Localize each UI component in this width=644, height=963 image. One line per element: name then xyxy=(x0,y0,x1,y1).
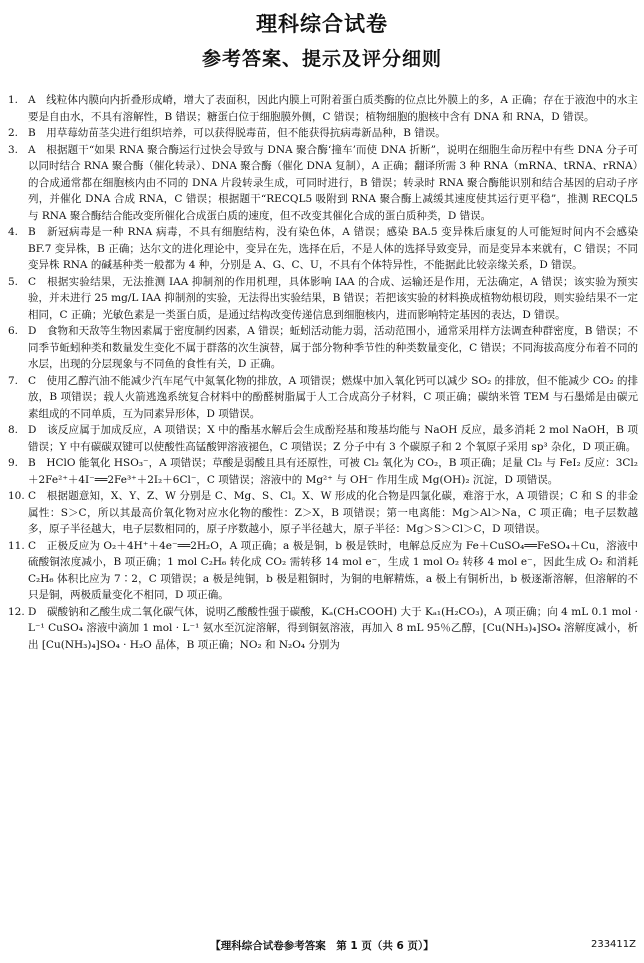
answer-item xyxy=(8,422,638,455)
answer-item xyxy=(8,224,638,274)
answer-item xyxy=(8,538,638,604)
item-number: 5. xyxy=(8,275,19,288)
item-answer: D xyxy=(28,325,37,337)
item-text xyxy=(28,422,638,455)
item-explanation: 新冠病毒是一种 RNA 病毒，不具有细胞结构，没有染色体，A 错误；感染 BA.5 变异株后康复的人可能短时间内不会感染 BF.7 变异株，B 正确；达尔文的进化理论中，变异在先，选择在后，不是人体的选择导致变异，而是变异本来就有，C 错误；不同变异株 RNA 的碱基种类一般都为 4 种，分别是 A、G、C、U，不具有个体特异性，不能据此比较亲缘关系，D 错误。 xyxy=(28,226,638,271)
item-text xyxy=(28,142,638,225)
item-number: 8. xyxy=(8,424,19,436)
item-explanation: HClO 能氧化 HSO₃⁻，A 项错误；草酸是弱酸且具有还原性，可被 Cl₂ 氧化为 CO₂，B 项正确；足量 Cl₂ 与 FeI₂ 反应：3Cl₂＋2Fe²⁺＋4I⁻══2Fe³⁺＋2I₂＋6Cl⁻，C 项错误；溶液中的 Mg²⁺ 与 OH⁻ 作用生成 Mg(OH)₂ 沉淀，D 项错误。 xyxy=(28,457,638,486)
item-number: 12. xyxy=(8,605,25,618)
answer-item xyxy=(8,604,638,654)
answer-item xyxy=(8,373,638,423)
item-number: 11. xyxy=(8,539,25,552)
item-text xyxy=(28,274,638,324)
answer-list xyxy=(8,92,638,653)
item-text xyxy=(28,125,638,142)
item-explanation: 食物和天敌等生物因素属于密度制约因素，A 错误；蚯蚓活动能力弱，活动范围小，通常采用样方法调查种群密度，B 错误；不同季节蚯蚓种类和数量发生变化不属于群落的次生演替，属于部分物种季节性的种类数量变化，C 错误；不同海拔高度分布着不同的水层，出现的分层现象与不同鱼的食性有关，D 正确。 xyxy=(28,325,638,370)
item-explanation: 该反应属于加成反应，A 项错误；X 中的酯基水解后会生成酚羟基和羧基均能与 NaOH 反应，最多消耗 2 mol NaOH，B 项错误；Y 中有碳碳双键可以使酸性高锰酸钾溶液褪色，C 项错误；Z 分子中有 3 个碳原子和 2 个氧原子采用 sp³ 杂化，D 项正确。 xyxy=(28,424,639,453)
item-explanation: 碳酸钠和乙酸生成二氧化碳气体，说明乙酸酸性强于碳酸，Kₐ(CH₃COOH) 大于 Kₐ₁(H₂CO₃)，A 项正确；向 4 mL 0.1 mol · L⁻¹ CuSO₄ 溶液中滴加 1 mol · L⁻¹ 氨水至沉淀溶解，得到铜氨溶液，再加入 8 mL 95％乙醇，[Cu(NH₃)₄]SO₄ 溶解度减小，析出 [Cu(NH₃)₄]SO₄ · H₂O 晶体，B 项正确；NO₂ 和 N₂O₄ 分别为 xyxy=(28,605,638,651)
item-text xyxy=(28,604,638,654)
item-text xyxy=(28,224,638,274)
item-text xyxy=(28,92,638,125)
page-footer: 【理科综合试卷参考答案 第 1 页（共 6 页）】 xyxy=(210,940,434,952)
item-answer: C xyxy=(28,275,37,288)
item-number: 6. xyxy=(8,325,19,337)
item-explanation: 根据实验结果，无法推测 IAA 抑制剂的作用机理，具体影响 IAA 的合成、运输还是作用，无法确定，A 错误；该实验为预实验，并未进行 25 mg/L IAA 抑制剂的实验，无法得出实验结果，B 错误；若把该实验的材料换成植物幼根切段，则实验结果不一定相同，C 正确；光敏色素是一类蛋白质，是通过结构改变传递信息到细胞核内，进而影响特定基因的表达，D 错误。 xyxy=(28,275,638,321)
item-answer: C xyxy=(28,490,37,502)
page-title: 理科综合试卷 xyxy=(256,12,388,36)
item-answer: B xyxy=(28,226,36,238)
answer-item xyxy=(8,455,638,488)
item-number: 7. xyxy=(8,374,19,387)
item-explanation: 根据题意知，X、Y、Z、W 分别是 C、Mg、S、Cl。X、W 形成的化合物是四氯化碳，难溶于水，A 项错误；C 和 S 的非金属性：S＞C，所以其最高价氧化物对应水化物的酸性：Z＞X，B 项错误；第一电离能：Mg＞Al＞Na，C 项正确；电子层数越多，原子半径越大，电子层数相同的，原子序数越小，原子半径越大，原子半径：Mg＞S＞Cl＞C，D 项错误。 xyxy=(28,490,639,535)
item-number: 2. xyxy=(8,127,19,139)
item-number: 10. xyxy=(8,490,25,502)
item-answer: B xyxy=(28,457,36,469)
item-number: 3. xyxy=(8,143,19,156)
item-number: 4. xyxy=(8,226,19,238)
item-answer: C xyxy=(28,539,37,552)
item-number: 1. xyxy=(8,94,19,106)
answer-item xyxy=(8,142,638,225)
item-explanation: 用草莓幼苗茎尖进行组织培养，可以获得脱毒苗，但不能获得抗病毒新品种，B 错误。 xyxy=(46,127,446,139)
answer-item xyxy=(8,488,638,538)
item-text xyxy=(28,455,638,488)
item-explanation: 根据题干“如果 RNA 聚合酶运行过快会导致与 DNA 聚合酶‘撞车’而使 DNA 折断”，说明在细胞生命历程中有些 DNA 分子可以同时结合 RNA 聚合酶（催化转录）、DNA 聚合酶（催化 DNA 复制），A 正确；翻译所需 3 种 RNA（mRNA、tRNA、rRNA）的合成通常都在细胞核内由不同的 DNA 片段转录生成，可同时进行，B 错误；转录时 RNA 聚合酶能识别和结合基因的启动子序列，并催化 DNA 合成 RNA，C 错误；根据题干“RECQL5 吸附到 RNA 聚合酶上减缓其速度使其运行更平稳”，推测 RECQL5 与 RNA 聚合酶结合能改变所催化合成蛋白质的速度，但不改变其催化合成的蛋白质种类，D 错误。 xyxy=(28,143,639,222)
item-answer: D xyxy=(28,424,37,436)
item-answer: A xyxy=(28,143,36,156)
item-text xyxy=(28,488,638,538)
item-explanation: 线粒体内膜向内折叠形成嵴，增大了表面积，因此内膜上可附着蛋白质类酶的位点比外膜上的多，A 正确；存在于液泡中的水主要是自由水，不具有溶解性，B 错误；糖蛋白位于细胞膜外侧，C 错误；植物细胞的胞核中含有 DNA 和 RNA，D 错误。 xyxy=(28,94,638,123)
item-answer: C xyxy=(28,374,37,387)
item-text xyxy=(28,373,638,423)
item-text xyxy=(28,538,638,604)
answer-item xyxy=(8,274,638,324)
item-answer: B xyxy=(28,127,36,139)
paper-code: 233411Z xyxy=(590,939,636,950)
item-number: 9. xyxy=(8,457,19,469)
answer-item xyxy=(8,125,638,142)
item-explanation: 正极反应为 O₂＋4H⁺＋4e⁻══2H₂O，A 项正确；a 极是铜，b 极是铁时，电解总反应为 Fe＋CuSO₄══FeSO₄＋Cu，溶液中硫酸铜浓度减小，B 项正确；1 mol C₂H₆ 转化成 CO₂ 需转移 14 mol e⁻，生成 1 mol O₂ 转移 4 mol e⁻，因此生成 O₂ 和消耗 C₂H₆ 体积比应为 7∶2，C 项错误；a 极是纯铜，b 极是粗铜时，为铜的电解精炼，a 极上有铜析出，b 极逐渐溶解，但溶解的不只是铜，两极质量变化不相同，D 项正确。 xyxy=(28,539,639,601)
answer-item xyxy=(8,92,638,125)
item-answer: A xyxy=(28,94,36,106)
item-answer: D xyxy=(28,605,37,618)
item-text xyxy=(28,323,638,373)
page-subtitle: 参考答案、提示及评分细则 xyxy=(201,48,442,70)
item-explanation: 使用乙醇汽油不能减少汽车尾气中氮氧化物的排放，A 项错误；燃煤中加入氧化钙可以减少 SO₂ 的排放，但不能减少 CO₂ 的排放，B 项错误；载人火箭逃逸系统复合材料中的酚醛树脂属于人工合成高分子材料，C 项正确；碳纳米管 TEM 与石墨烯是由碳元素组成的不同单质，互为同素异形体，D 项错误。 xyxy=(28,374,638,420)
answer-item xyxy=(8,323,638,373)
